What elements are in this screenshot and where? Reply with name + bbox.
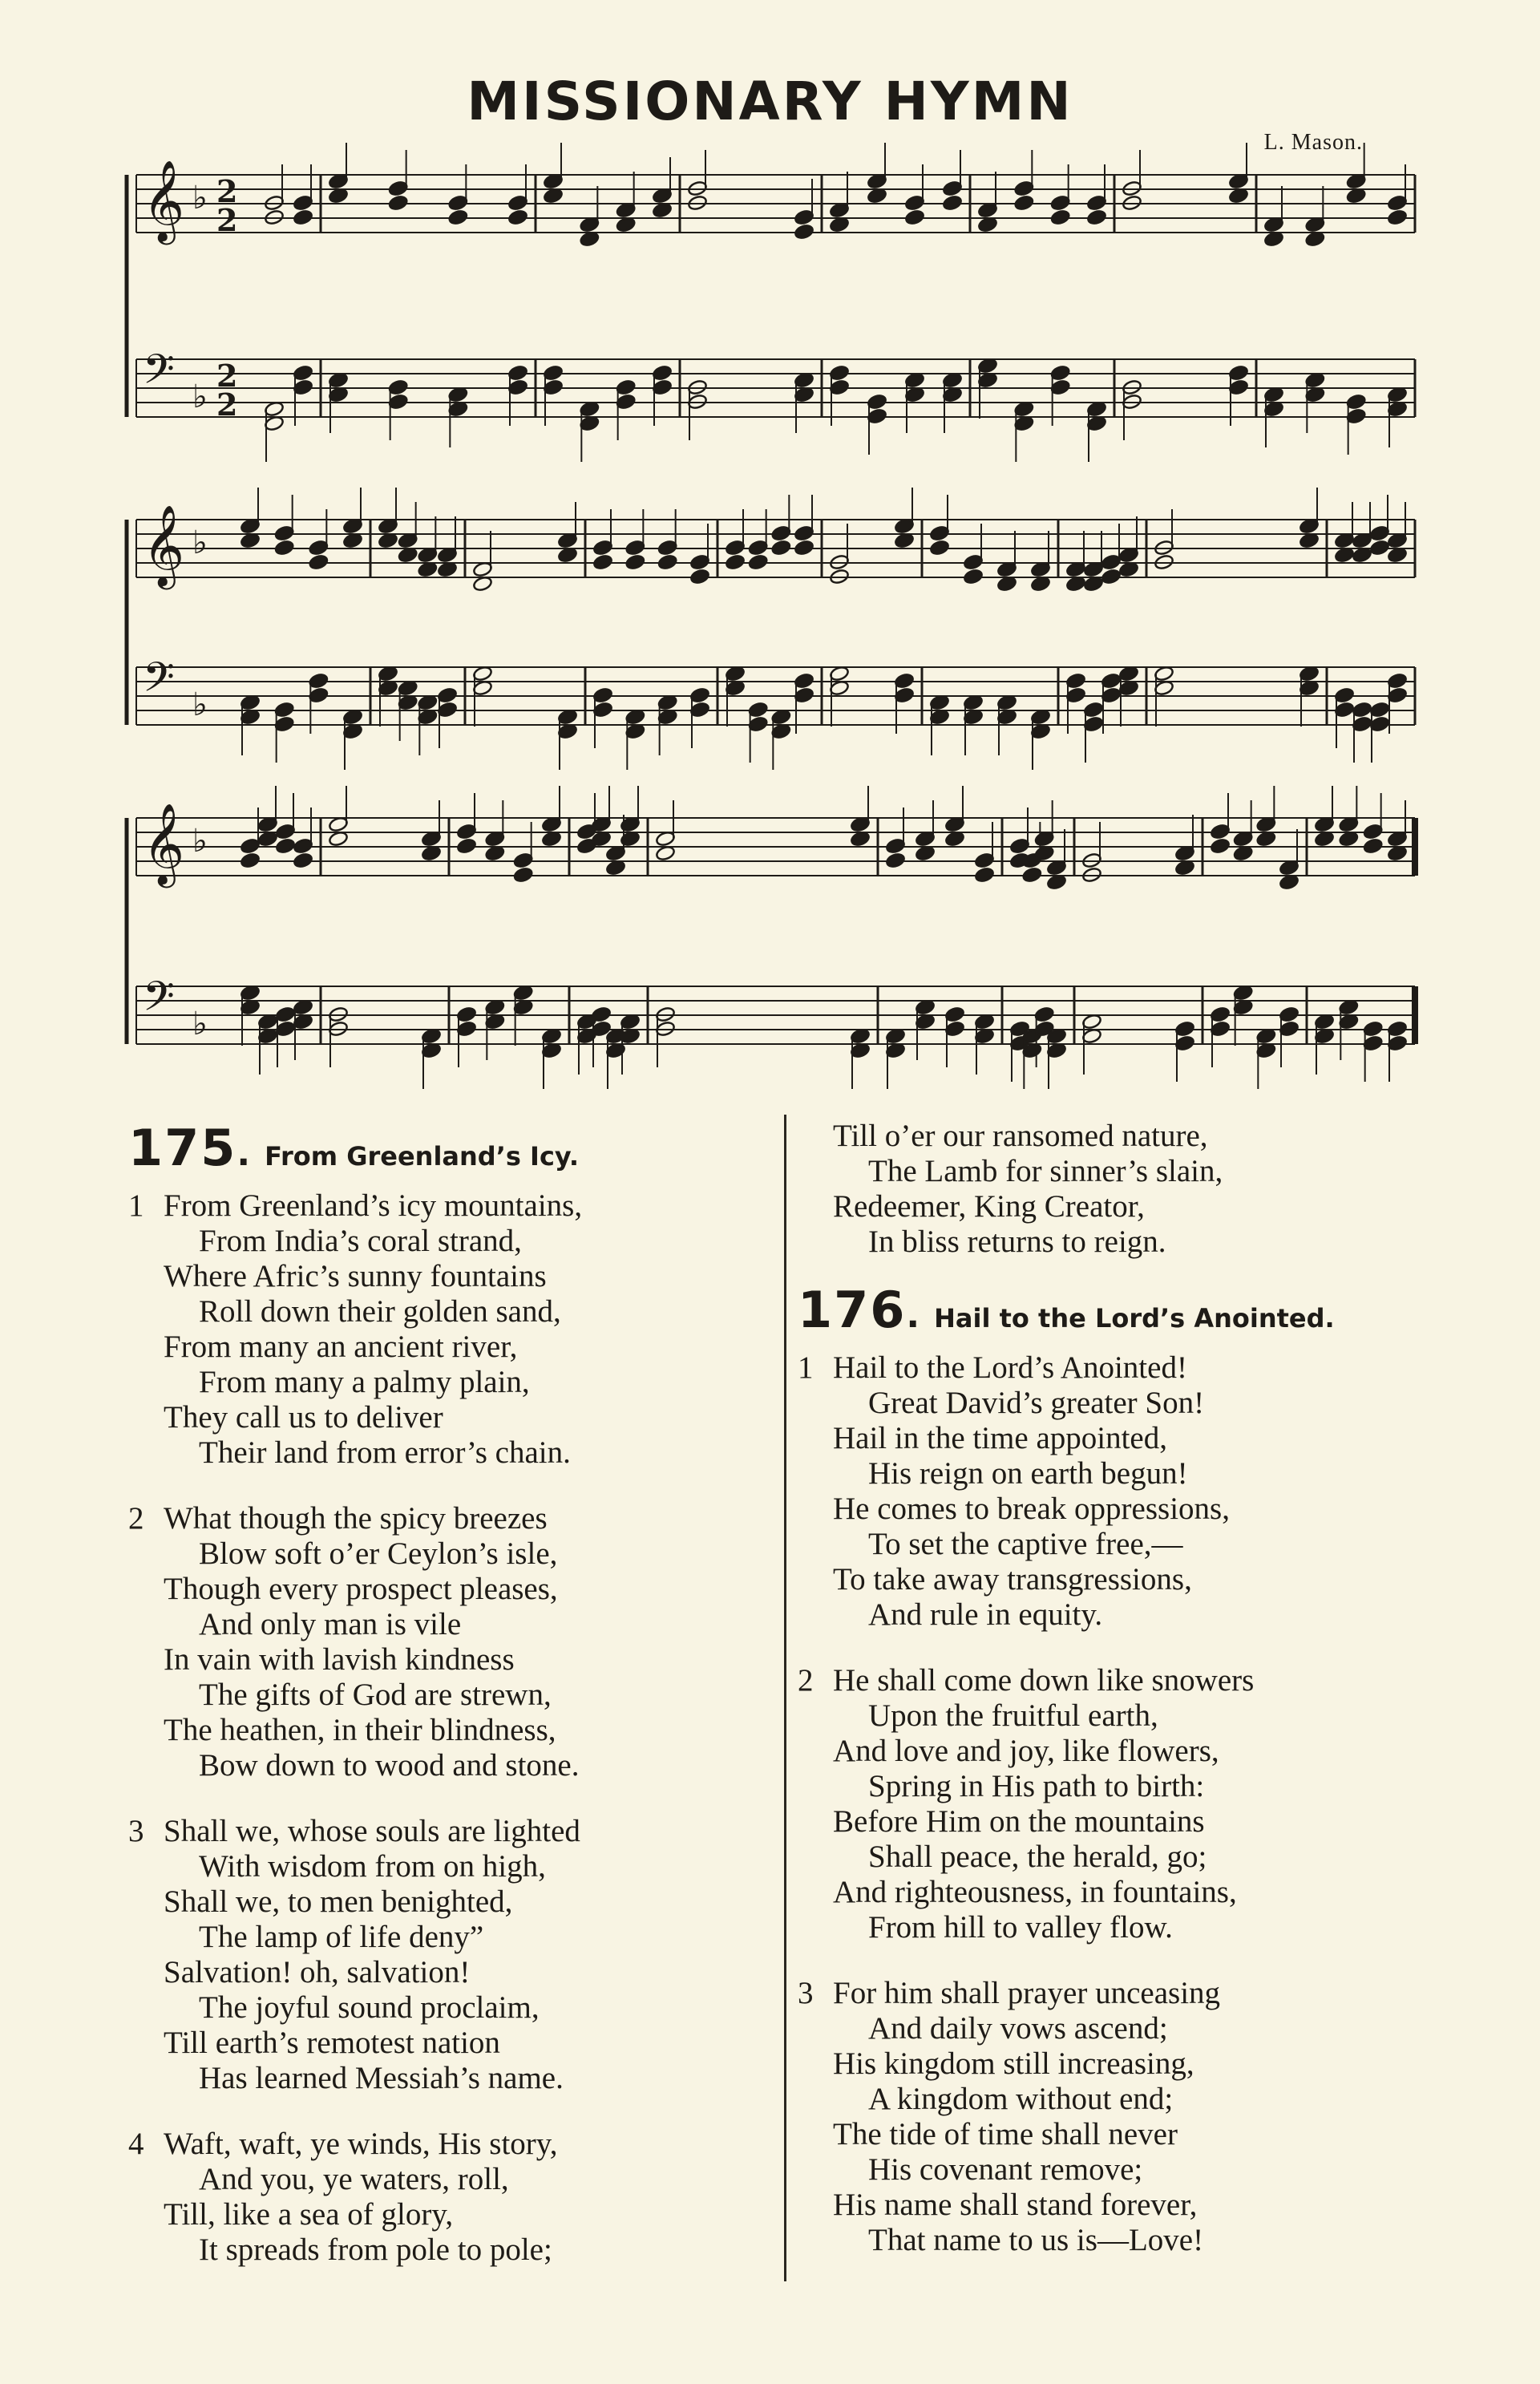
verse-line: Bow down to wood and stone. xyxy=(199,1748,580,1783)
verse-line: Their land from error’s chain. xyxy=(199,1435,571,1470)
verse-line: The joyful sound proclaim, xyxy=(199,1990,540,2025)
verse-line: Shall we, to men benighted, xyxy=(164,1884,513,1919)
note-head xyxy=(904,209,924,226)
composer-credit: L. Mason. xyxy=(1263,130,1363,155)
note-head xyxy=(794,224,814,241)
verse-number: 3 xyxy=(128,1814,144,1848)
note-head xyxy=(1101,554,1121,571)
verse-line: 3 For him shall prayer unceasing xyxy=(798,1976,1221,2010)
verse-line: Great David’s greater Son! xyxy=(868,1386,1205,1420)
note-head xyxy=(657,540,677,557)
note-head xyxy=(725,554,745,571)
note-head xyxy=(513,867,533,884)
note-head xyxy=(240,838,260,855)
verse xyxy=(128,2127,770,2268)
note-head xyxy=(1022,867,1042,884)
flat-key-signature-icon: ♭ xyxy=(192,524,208,561)
note-head xyxy=(829,365,849,382)
verse-line: Till, like a sea of glory, xyxy=(164,2197,454,2232)
note-head xyxy=(1279,1006,1299,1023)
verse-line: Has learned Messiah’s name. xyxy=(199,2061,564,2095)
note-head xyxy=(1387,673,1407,690)
note-head xyxy=(1210,1021,1230,1038)
verse-line: His covenant remove; xyxy=(868,2152,1143,2187)
note-head xyxy=(592,540,612,557)
note-head xyxy=(274,702,294,718)
verse-line: He comes to break oppressions, xyxy=(833,1492,1230,1526)
verse-line: 4 Waft, waft, ye winds, His story, xyxy=(128,2127,558,2161)
verse xyxy=(128,1188,770,1471)
note-head xyxy=(748,702,768,718)
verse-line: Redeemer, King Creator, xyxy=(833,1189,1145,1224)
note-head xyxy=(1014,195,1034,212)
note-head xyxy=(1050,379,1070,396)
verse-line: From many an ancient river, xyxy=(164,1330,518,1364)
page-title: MISSIONARY HYMN xyxy=(467,71,1073,132)
note-head xyxy=(725,540,745,557)
verse-line: To set the captive free,— xyxy=(868,1527,1183,1561)
verse-line: 2 What though the spicy breezes xyxy=(128,1501,548,1536)
note-head xyxy=(437,702,457,718)
note-head xyxy=(1352,702,1372,718)
verse xyxy=(798,1350,1439,1633)
note-head xyxy=(543,365,563,382)
flat-key-signature-icon: ♭ xyxy=(192,180,208,217)
note-head xyxy=(652,365,672,382)
note-head xyxy=(456,838,476,855)
note-head xyxy=(1369,702,1389,718)
note-head xyxy=(652,379,672,396)
note-head xyxy=(794,673,814,690)
verse-line: With wisdom from on high, xyxy=(199,1849,546,1884)
note-head xyxy=(293,209,313,226)
note-head xyxy=(689,702,709,718)
note-head xyxy=(1065,687,1085,704)
bass-clef-icon: 𝄢 xyxy=(143,972,175,1030)
hymn-title: Hail to the Lord’s Anointed. xyxy=(934,1303,1335,1334)
note-head xyxy=(1014,180,1034,197)
note-head xyxy=(616,394,636,411)
note-head xyxy=(293,838,313,855)
note-head xyxy=(1387,209,1407,226)
note-head xyxy=(1050,209,1070,226)
verse-line: To take away transgressions, xyxy=(833,1562,1192,1597)
verse-line: Upon the fruitful earth, xyxy=(868,1698,1158,1733)
note-head xyxy=(591,1006,611,1023)
flat-key-signature-icon: ♭ xyxy=(192,1006,208,1042)
note-head xyxy=(1101,673,1121,690)
note-head xyxy=(293,195,313,212)
verse-line: His kingdom still increasing, xyxy=(833,2046,1194,2081)
verse-line: And daily vows ascend; xyxy=(868,2011,1168,2046)
note-head xyxy=(513,852,533,869)
note-head xyxy=(689,554,709,571)
hymn-175-heading xyxy=(128,1119,770,1177)
note-head xyxy=(274,540,294,557)
verse-number: 4 xyxy=(128,2127,144,2161)
note-head xyxy=(1387,1035,1407,1052)
note-head xyxy=(1210,1006,1230,1023)
note-head xyxy=(1101,687,1121,704)
note-head xyxy=(748,540,768,557)
note-head xyxy=(689,569,709,585)
hymn-number-dot: . xyxy=(906,1295,920,1336)
verse-line: A kingdom without end; xyxy=(868,2082,1174,2116)
verse-line: The heathen, in their blindness, xyxy=(164,1713,556,1747)
note-head xyxy=(616,379,636,396)
verse-line: Salvation! oh, salvation! xyxy=(164,1955,471,1989)
verse xyxy=(798,1663,1439,1945)
note-head xyxy=(293,365,313,382)
note-head xyxy=(1369,716,1389,733)
note-head xyxy=(929,525,949,542)
verse-line: 1 From Greenland’s icy mountains, xyxy=(128,1188,583,1223)
note-head xyxy=(592,554,612,571)
flat-key-signature-icon: ♭ xyxy=(192,686,208,723)
verse-line: Till earth’s remotest nation xyxy=(164,2026,500,2060)
treble-clef-icon: 𝄞 xyxy=(143,159,185,241)
verse-line: From many a palmy plain, xyxy=(199,1365,530,1399)
verse-line: Where Afric’s sunny fountains xyxy=(164,1259,547,1293)
verse-line: The lamp of life deny” xyxy=(199,1920,484,1954)
verse-line: Hail in the time appointed, xyxy=(833,1421,1167,1455)
note-head xyxy=(944,1006,964,1023)
note-head xyxy=(1228,379,1248,396)
note-head xyxy=(1363,824,1383,840)
note-head xyxy=(885,852,905,869)
note-head xyxy=(274,525,294,542)
note-head xyxy=(275,1006,295,1023)
hymn-number-dot: . xyxy=(236,1133,251,1174)
note-head xyxy=(309,540,329,557)
verse-line: Till o’er our ransomed nature, xyxy=(833,1119,1208,1153)
note-head xyxy=(1174,1035,1194,1052)
verse-number: 1 xyxy=(798,1350,814,1385)
note-head xyxy=(974,867,994,884)
note-head xyxy=(748,554,768,571)
note-head xyxy=(1387,195,1407,212)
verse-line: In bliss returns to reign. xyxy=(868,1224,1166,1259)
note-head xyxy=(1065,673,1085,690)
note-head xyxy=(507,195,527,212)
note-head xyxy=(771,525,791,542)
verse xyxy=(128,1501,770,1783)
time-signature-numerator: 2 xyxy=(216,358,238,394)
note-head xyxy=(794,525,814,542)
music-score xyxy=(0,0,1540,1091)
note-head xyxy=(1083,702,1103,718)
note-head xyxy=(507,365,527,382)
note-head xyxy=(794,540,814,557)
note-head xyxy=(592,702,612,718)
verse-line: 1 Hail to the Lord’s Anointed! xyxy=(798,1350,1187,1385)
note-head xyxy=(1369,540,1389,557)
note-head xyxy=(974,852,994,869)
note-head xyxy=(1210,838,1230,855)
verse-line: Though every prospect pleases, xyxy=(164,1572,558,1606)
flat-key-signature-icon: ♭ xyxy=(192,378,208,415)
verse xyxy=(798,1119,1439,1260)
note-head xyxy=(1086,209,1106,226)
verse-line: His reign on earth begun! xyxy=(868,1456,1188,1491)
verse-line: It spreads from pole to pole; xyxy=(199,2232,552,2267)
hymn-title: From Greenland’s Icy. xyxy=(265,1141,579,1172)
verse-line: The gifts of God are strewn, xyxy=(199,1678,552,1712)
note-head xyxy=(904,195,924,212)
note-head xyxy=(543,379,563,396)
note-head xyxy=(1334,702,1354,718)
note-head xyxy=(942,180,962,197)
note-head xyxy=(1387,687,1407,704)
note-head xyxy=(894,687,914,704)
note-head xyxy=(1369,525,1389,542)
verse-line: 2 He shall come down like snowers xyxy=(798,1663,1255,1698)
note-head xyxy=(867,394,887,411)
note-head xyxy=(1363,1021,1383,1038)
note-head xyxy=(275,838,295,855)
hymn-176-column xyxy=(798,1119,1439,2289)
note-head xyxy=(963,569,983,585)
note-head xyxy=(1050,195,1070,212)
verse-line: And love and joy, like flowers, xyxy=(833,1734,1219,1768)
column-divider xyxy=(784,1115,786,2281)
note-head xyxy=(625,540,645,557)
time-signature-numerator: 2 xyxy=(216,173,238,209)
note-head xyxy=(437,687,457,704)
note-head xyxy=(929,540,949,557)
verse-line: In vain with lavish kindness xyxy=(164,1642,515,1677)
note-head xyxy=(240,852,260,869)
note-head xyxy=(794,687,814,704)
note-head xyxy=(867,408,887,425)
note-head xyxy=(885,838,905,855)
note-head xyxy=(293,379,313,396)
note-head xyxy=(944,1021,964,1038)
verse-line: From hill to valley flow. xyxy=(868,1910,1173,1945)
note-head xyxy=(1346,394,1366,411)
verse-line: And only man is vile xyxy=(199,1607,462,1641)
note-head xyxy=(592,687,612,704)
note-head xyxy=(388,195,408,212)
verse-line: And rule in equity. xyxy=(868,1597,1103,1632)
note-head xyxy=(507,209,527,226)
time-signature-denominator: 2 xyxy=(216,387,238,423)
note-head xyxy=(1334,687,1354,704)
verse-line: And you, ye waters, roll, xyxy=(199,2162,509,2196)
note-head xyxy=(1387,1021,1407,1038)
note-head xyxy=(456,1021,476,1038)
verse-line: The Lamb for sinner’s slain, xyxy=(868,1154,1223,1188)
verse-line: Blow soft o’er Ceylon’s isle, xyxy=(199,1536,558,1571)
verse-line: Shall peace, the herald, go; xyxy=(868,1840,1207,1874)
note-head xyxy=(1363,1035,1383,1052)
note-head xyxy=(1346,408,1366,425)
treble-clef-icon: 𝄞 xyxy=(143,504,185,586)
note-head xyxy=(274,716,294,733)
bass-clef-icon: 𝄢 xyxy=(143,345,175,403)
note-head xyxy=(689,687,709,704)
note-head xyxy=(1034,1006,1054,1023)
note-head xyxy=(1210,824,1230,840)
note-head xyxy=(388,379,408,396)
verse-line: Before Him on the mountains xyxy=(833,1804,1205,1839)
note-head xyxy=(309,687,329,704)
verse-number: 3 xyxy=(798,1976,814,2010)
note-head xyxy=(625,554,645,571)
note-head xyxy=(1009,838,1029,855)
note-head xyxy=(388,180,408,197)
note-head xyxy=(448,195,468,212)
note-head xyxy=(275,824,295,840)
note-head xyxy=(507,379,527,396)
verse-number: 1 xyxy=(128,1188,144,1223)
note-head xyxy=(1083,716,1103,733)
hymn-number: 176 xyxy=(798,1281,907,1339)
verse xyxy=(798,1976,1439,2258)
note-head xyxy=(309,673,329,690)
note-head xyxy=(1228,365,1248,382)
hymn-number: 175 xyxy=(128,1119,237,1177)
note-head xyxy=(1279,1021,1299,1038)
note-head xyxy=(293,852,313,869)
verse-number: 2 xyxy=(798,1663,814,1698)
verse-line: And righteousness, in fountains, xyxy=(833,1875,1237,1909)
treble-clef-icon: 𝄞 xyxy=(143,802,185,884)
note-head xyxy=(456,1006,476,1023)
verse-line: Roll down their golden sand, xyxy=(199,1294,561,1329)
note-head xyxy=(1174,1021,1194,1038)
note-head xyxy=(657,554,677,571)
flat-key-signature-icon: ♭ xyxy=(192,823,208,860)
verse-line: Spring in His path to birth: xyxy=(868,1769,1205,1803)
note-head xyxy=(1101,569,1121,585)
bass-clef-icon: 𝄢 xyxy=(143,653,175,711)
note-head xyxy=(1352,716,1372,733)
verse-line: His name shall stand forever, xyxy=(833,2188,1198,2222)
hymn-175-column xyxy=(128,1119,770,2268)
note-head xyxy=(963,554,983,571)
verse-line: The tide of time shall never xyxy=(833,2117,1178,2151)
verse-line: 3 Shall we, whose souls are lighted xyxy=(128,1814,580,1848)
verse-number: 2 xyxy=(128,1501,144,1536)
note-head xyxy=(829,379,849,396)
note-head xyxy=(771,540,791,557)
verse xyxy=(128,1814,770,2096)
note-head xyxy=(748,716,768,733)
verse-line: That name to us is—Love! xyxy=(868,2223,1204,2257)
note-head xyxy=(794,209,814,226)
note-head xyxy=(942,195,962,212)
hymn-176-heading xyxy=(798,1281,1439,1339)
note-head xyxy=(309,554,329,571)
verse-line: From India’s coral strand, xyxy=(199,1224,522,1258)
note-head xyxy=(1086,195,1106,212)
note-head xyxy=(456,824,476,840)
note-head xyxy=(388,394,408,411)
verse-line: They call us to deliver xyxy=(164,1400,443,1435)
note-head xyxy=(448,209,468,226)
note-head xyxy=(1363,838,1383,855)
time-signature-denominator: 2 xyxy=(216,202,238,238)
note-head xyxy=(275,1021,295,1038)
note-head xyxy=(1050,365,1070,382)
note-head xyxy=(894,673,914,690)
